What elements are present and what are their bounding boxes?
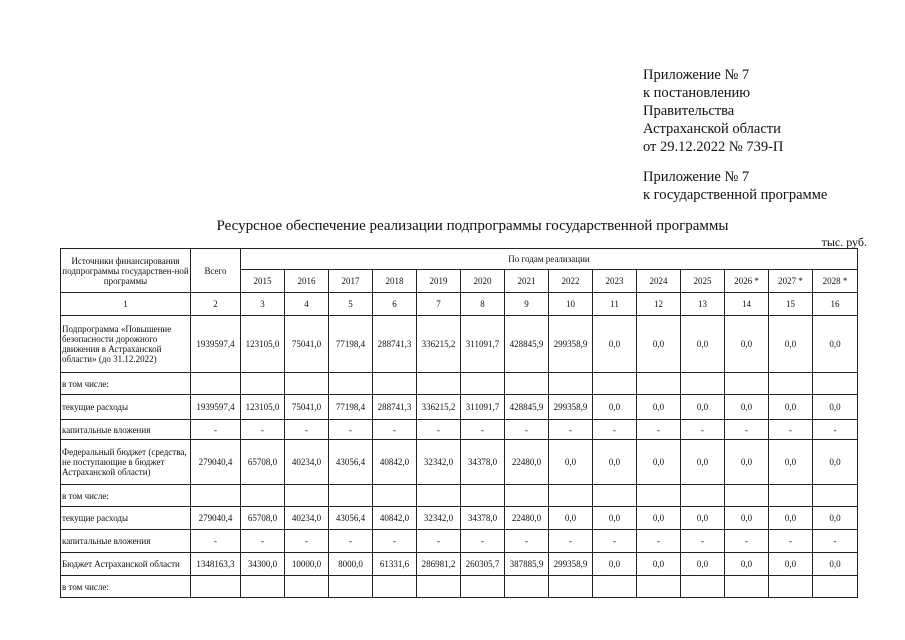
header-total: Всего — [191, 249, 241, 293]
table-cell: 0,0 — [637, 316, 681, 373]
table-cell: 65708,0 — [241, 507, 285, 530]
table-cell — [373, 373, 417, 395]
table-cell: 77198,4 — [329, 316, 373, 373]
table-cell — [593, 485, 637, 507]
table-cell: - — [813, 420, 858, 440]
appendix-line: от 29.12.2022 № 739-П — [643, 139, 784, 155]
table-cell — [593, 576, 637, 598]
table-cell — [329, 373, 373, 395]
table-cell: 0,0 — [637, 507, 681, 530]
table-cell: - — [725, 420, 769, 440]
table-cell — [191, 485, 241, 507]
table-cell: 0,0 — [813, 553, 858, 576]
table-cell — [549, 576, 593, 598]
table-cell: 1939597,4 — [191, 316, 241, 373]
table-cell: 0,0 — [681, 316, 725, 373]
table-cell: 10000,0 — [285, 553, 329, 576]
table-cell: 0,0 — [725, 507, 769, 530]
table-cell — [769, 485, 813, 507]
table-cell: 299358,9 — [549, 395, 593, 420]
table-cell: - — [505, 530, 549, 553]
table-cell: 0,0 — [681, 440, 725, 485]
table-row — [61, 507, 858, 530]
table-cell: 77198,4 — [329, 395, 373, 420]
table-cell: 0,0 — [593, 553, 637, 576]
appendix-line: Астраханской области — [643, 121, 781, 137]
table-cell: 0,0 — [813, 507, 858, 530]
header-year: 2021 — [505, 270, 549, 293]
appendix-line: Приложение № 7 — [643, 169, 750, 185]
table-cell: - — [769, 420, 813, 440]
row-source-label: в том числе: — [61, 373, 191, 395]
table-cell: 0,0 — [637, 395, 681, 420]
table-cell — [417, 373, 461, 395]
table-cell: 8000,0 — [329, 553, 373, 576]
table-cell — [549, 373, 593, 395]
header-year: 2015 — [241, 270, 285, 293]
column-number: 16 — [813, 293, 858, 316]
table-cell — [285, 485, 329, 507]
table-cell — [637, 485, 681, 507]
table-cell: 123105,0 — [241, 395, 285, 420]
table-cell: - — [461, 530, 505, 553]
appendix-line: Приложение № 7 — [643, 67, 750, 83]
header-year: 2017 — [329, 270, 373, 293]
table-cell: 0,0 — [593, 440, 637, 485]
header-numbers-row — [61, 293, 858, 316]
table-cell: - — [769, 530, 813, 553]
row-source-label: Федеральный бюджет (средства, не поступающие в бюджет Астраханской области) — [61, 440, 191, 485]
table-cell — [813, 576, 858, 598]
table-row — [61, 420, 858, 440]
column-number: 3 — [241, 293, 285, 316]
appendix-block-program — [643, 168, 883, 204]
table-cell: 288741,3 — [373, 395, 417, 420]
header-year: 2016 — [285, 270, 329, 293]
table-row — [61, 530, 858, 553]
table-cell: 0,0 — [549, 507, 593, 530]
header-year: 2018 — [373, 270, 417, 293]
table-cell: - — [417, 420, 461, 440]
table-cell: - — [549, 530, 593, 553]
table-cell: 40842,0 — [373, 440, 417, 485]
header-year: 2022 — [549, 270, 593, 293]
table-cell — [461, 576, 505, 598]
table-cell: 0,0 — [637, 440, 681, 485]
table-cell — [769, 373, 813, 395]
column-number: 7 — [417, 293, 461, 316]
table-cell: - — [681, 530, 725, 553]
column-number: 10 — [549, 293, 593, 316]
table-cell: 288741,3 — [373, 316, 417, 373]
table-cell: 43056,4 — [329, 507, 373, 530]
table-cell: 40234,0 — [285, 440, 329, 485]
table-row — [61, 316, 858, 373]
table-cell: 40234,0 — [285, 507, 329, 530]
row-source-label: в том числе: — [61, 485, 191, 507]
column-number: 1 — [61, 293, 191, 316]
table-cell: - — [637, 420, 681, 440]
column-number: 5 — [329, 293, 373, 316]
column-number: 14 — [725, 293, 769, 316]
table-cell: - — [373, 420, 417, 440]
table-cell: 32342,0 — [417, 440, 461, 485]
column-number: 8 — [461, 293, 505, 316]
table-cell: 0,0 — [769, 316, 813, 373]
table-cell: 0,0 — [593, 507, 637, 530]
table-cell: - — [241, 530, 285, 553]
table-cell — [329, 576, 373, 598]
table-cell: 311091,7 — [461, 395, 505, 420]
table-cell: - — [417, 530, 461, 553]
appendix-line: к государственной программе — [643, 187, 828, 203]
row-source-label: Подпрограмма «Повышение безопасности дорожного движения в Астраханской области» (до 31.12.2022) — [61, 316, 191, 373]
row-source-label: текущие расходы — [61, 395, 191, 420]
table-cell: 0,0 — [549, 440, 593, 485]
table-cell: 0,0 — [637, 553, 681, 576]
table-cell: - — [373, 530, 417, 553]
table-cell: 0,0 — [593, 316, 637, 373]
table-cell: 34378,0 — [461, 507, 505, 530]
table-cell: 311091,7 — [461, 316, 505, 373]
table-cell: 22480,0 — [505, 507, 549, 530]
table-cell: 428845,9 — [505, 316, 549, 373]
document-title: Ресурсное обеспечение реализации подпрограммы государственной программы — [216, 218, 729, 234]
resource-table — [60, 248, 858, 598]
table-cell: 0,0 — [725, 553, 769, 576]
table-cell — [725, 485, 769, 507]
table-cell — [769, 576, 813, 598]
table-cell — [373, 576, 417, 598]
table-cell — [241, 485, 285, 507]
table-cell: 0,0 — [681, 507, 725, 530]
table-cell: 43056,4 — [329, 440, 373, 485]
header-year: 2027 * — [769, 270, 813, 293]
appendix-line: к постановлению — [643, 85, 751, 101]
table-cell: - — [241, 420, 285, 440]
table-cell: 0,0 — [681, 553, 725, 576]
table-cell: - — [191, 420, 241, 440]
table-cell — [549, 485, 593, 507]
table-cell: - — [285, 420, 329, 440]
table-cell: - — [593, 530, 637, 553]
table-cell — [505, 373, 549, 395]
table-cell: 75041,0 — [285, 395, 329, 420]
table-cell: 0,0 — [769, 507, 813, 530]
table-cell: 0,0 — [769, 553, 813, 576]
table-cell: 299358,9 — [549, 553, 593, 576]
row-source-label: капитальные вложения — [61, 530, 191, 553]
table-cell: - — [549, 420, 593, 440]
header-row-1 — [61, 249, 858, 270]
table-cell: 286981,2 — [417, 553, 461, 576]
table-cell: - — [725, 530, 769, 553]
table-cell: - — [681, 420, 725, 440]
table-cell: 279040,4 — [191, 507, 241, 530]
table-row — [61, 485, 858, 507]
table-cell: 1939597,4 — [191, 395, 241, 420]
table-cell: 0,0 — [813, 316, 858, 373]
table-cell: 0,0 — [593, 395, 637, 420]
table-cell — [191, 576, 241, 598]
table-cell — [725, 576, 769, 598]
table-cell — [505, 576, 549, 598]
table-cell — [191, 373, 241, 395]
table-cell: - — [505, 420, 549, 440]
table-cell: 61331,6 — [373, 553, 417, 576]
table-cell: 387885,9 — [505, 553, 549, 576]
table-cell — [417, 485, 461, 507]
table-cell: 299358,9 — [549, 316, 593, 373]
table-row — [61, 576, 858, 598]
table-cell: 279040,4 — [191, 440, 241, 485]
table-cell — [681, 373, 725, 395]
header-year: 2026 * — [725, 270, 769, 293]
table-cell: 0,0 — [725, 440, 769, 485]
table-cell — [461, 373, 505, 395]
table-cell: 65708,0 — [241, 440, 285, 485]
table-cell — [329, 485, 373, 507]
table-cell: 260305,7 — [461, 553, 505, 576]
column-number: 9 — [505, 293, 549, 316]
table-cell — [681, 485, 725, 507]
table-cell: - — [329, 420, 373, 440]
table-cell: - — [329, 530, 373, 553]
table-cell: 0,0 — [769, 440, 813, 485]
table-cell — [241, 576, 285, 598]
table-cell: 336215,2 — [417, 316, 461, 373]
table-cell: 0,0 — [725, 316, 769, 373]
row-source-label: капитальные вложения — [61, 420, 191, 440]
table-cell: 0,0 — [813, 395, 858, 420]
table-cell: 0,0 — [769, 395, 813, 420]
table-row — [61, 373, 858, 395]
row-source-label: Бюджет Астраханской области — [61, 553, 191, 576]
header-years-group: По годам реализации — [241, 249, 858, 270]
table-cell: - — [285, 530, 329, 553]
units-label: тыс. руб. — [821, 235, 867, 249]
header-year: 2019 — [417, 270, 461, 293]
table-cell — [461, 485, 505, 507]
table-cell: 34378,0 — [461, 440, 505, 485]
table-cell — [813, 373, 858, 395]
table-cell — [373, 485, 417, 507]
table-cell — [241, 373, 285, 395]
table-cell: 32342,0 — [417, 507, 461, 530]
header-source: Источники финансирования подпрограммы государствен-ной программы — [61, 249, 191, 293]
table-cell — [285, 576, 329, 598]
table-cell: 22480,0 — [505, 440, 549, 485]
table-cell: - — [637, 530, 681, 553]
table-cell: 40842,0 — [373, 507, 417, 530]
table-cell: 123105,0 — [241, 316, 285, 373]
table-cell: 428845,9 — [505, 395, 549, 420]
table-cell — [681, 576, 725, 598]
table-cell — [637, 373, 681, 395]
header-year: 2025 — [681, 270, 725, 293]
table-cell — [813, 485, 858, 507]
table-cell — [593, 373, 637, 395]
table-cell: 0,0 — [725, 395, 769, 420]
appendix-line: Правительства — [643, 103, 735, 119]
table-cell — [505, 485, 549, 507]
header-year: 2023 — [593, 270, 637, 293]
table-cell — [285, 373, 329, 395]
table-cell: 34300,0 — [241, 553, 285, 576]
table-cell: 1348163,3 — [191, 553, 241, 576]
table-cell — [417, 576, 461, 598]
row-source-label: текущие расходы — [61, 507, 191, 530]
table-cell: - — [813, 530, 858, 553]
column-number: 6 — [373, 293, 417, 316]
column-number: 12 — [637, 293, 681, 316]
table-cell — [637, 576, 681, 598]
appendix-block-resolution — [643, 66, 883, 156]
header-year: 2028 * — [813, 270, 858, 293]
header-year: 2020 — [461, 270, 505, 293]
table-cell: 336215,2 — [417, 395, 461, 420]
table-row — [61, 395, 858, 420]
table-cell — [725, 373, 769, 395]
header-year: 2024 — [637, 270, 681, 293]
table-cell: - — [593, 420, 637, 440]
row-source-label: в том числе: — [61, 576, 191, 598]
table-cell: 0,0 — [813, 440, 858, 485]
table-cell: 75041,0 — [285, 316, 329, 373]
column-number: 4 — [285, 293, 329, 316]
column-number: 11 — [593, 293, 637, 316]
table-cell: 0,0 — [681, 395, 725, 420]
table-cell: - — [191, 530, 241, 553]
table-row — [61, 553, 858, 576]
table-row — [61, 440, 858, 485]
column-number: 2 — [191, 293, 241, 316]
column-number: 13 — [681, 293, 725, 316]
column-number: 15 — [769, 293, 813, 316]
table-cell: - — [461, 420, 505, 440]
